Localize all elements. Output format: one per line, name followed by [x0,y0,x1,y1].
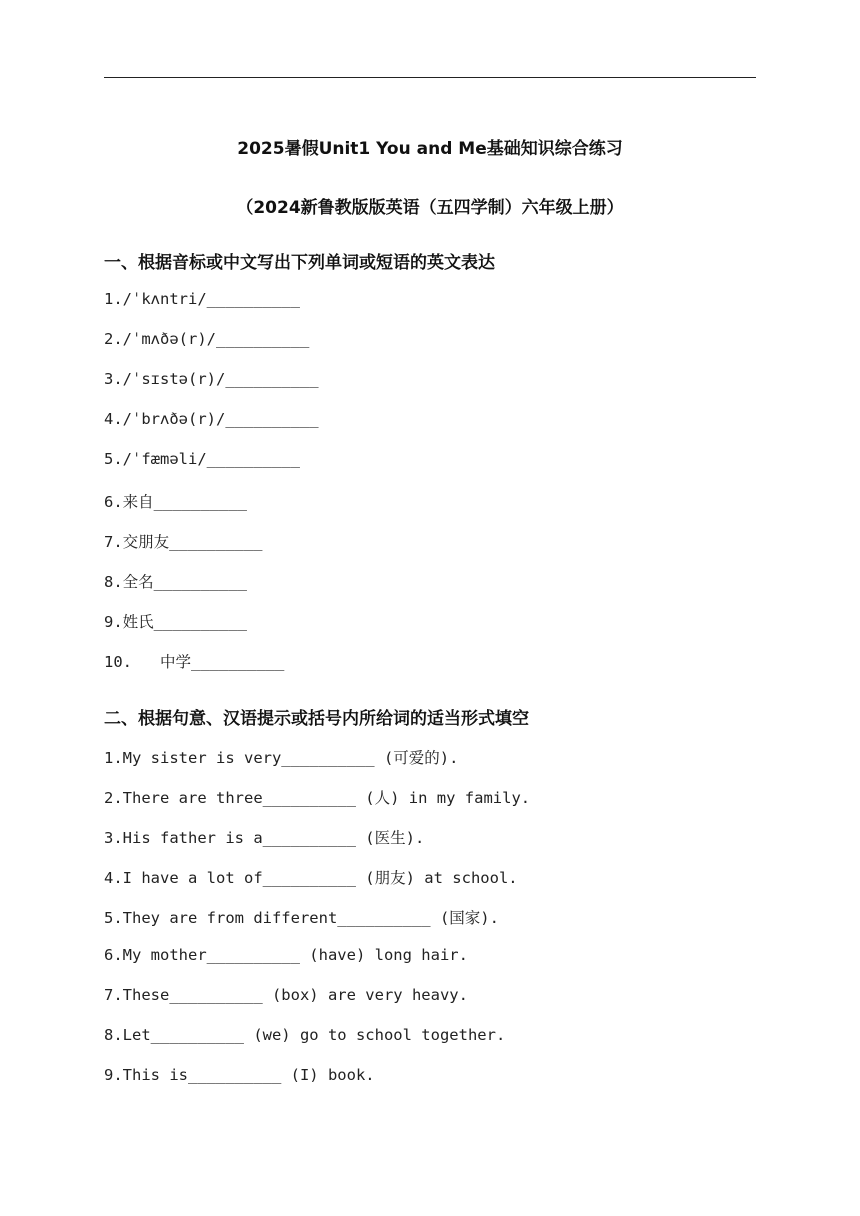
section-2-item [104,1026,505,1044]
item-number: 1. [104,749,123,767]
section-1-item [104,330,309,348]
section-1-item [104,650,284,672]
item-text: 来自__________ [122,493,247,511]
section-2-item [104,866,518,888]
item-number: 9. [104,613,123,631]
item-number: 6. [104,946,123,964]
item-text: /ˈfæməli/__________ [122,450,300,468]
item-number: 2. [104,789,123,807]
item-text: /ˈmʌðə(r)/__________ [122,330,310,348]
item-number: 7. [104,986,123,1004]
item-text: 中学__________ [132,653,285,671]
item-text: /ˈsɪstə(r)/__________ [122,370,319,388]
section-1-item [104,290,300,308]
item-number: 4. [104,410,123,428]
section-1-item [104,570,247,592]
item-text: This is__________ (I) book. [122,1066,375,1084]
item-number: 5. [104,450,123,468]
item-number: 10. [104,653,132,671]
item-number: 3. [104,829,123,847]
item-text: 姓氏__________ [122,613,247,631]
section-2-item [104,746,458,768]
item-number: 9. [104,1066,123,1084]
item-text: I have a lot of__________ (朋友) at school. [122,869,518,887]
section-2-item [104,1066,375,1084]
header-rule [104,77,756,78]
item-text: There are three__________ (人) in my family. [122,789,531,807]
item-number: 8. [104,1026,123,1044]
item-text: They are from different__________ (国家). [122,909,499,927]
item-number: 1. [104,290,123,308]
item-number: 3. [104,370,123,388]
worksheet-subtitle: （2024新鲁教版版英语（五四学制）六年级上册） [236,198,624,218]
section-2-item [104,946,468,964]
section-2-item [104,906,499,928]
item-text: His father is a__________ (医生). [122,829,425,847]
section-2-item [104,786,530,808]
item-text: My mother__________ (have) long hair. [122,946,468,964]
item-number: 5. [104,909,123,927]
section-1-item [104,530,263,552]
section-1-item [104,370,319,388]
item-text: /ˈkʌntri/__________ [122,290,300,308]
item-text: 交朋友__________ [122,533,263,551]
worksheet-title: 2025暑假Unit1 You and Me基础知识综合练习 [237,139,623,159]
item-text: My sister is very__________ (可爱的). [122,749,459,767]
section-1-item [104,450,300,468]
item-number: 4. [104,869,123,887]
item-text: 全名__________ [122,573,247,591]
section-1-item [104,610,247,632]
item-number: 7. [104,533,123,551]
item-number: 2. [104,330,123,348]
item-number: 8. [104,573,123,591]
item-text: Let__________ (we) go to school together. [122,1026,506,1044]
item-number: 6. [104,493,123,511]
section-2-item [104,826,424,848]
item-text: These__________ (box) are very heavy. [122,986,468,1004]
section-2-item [104,986,468,1004]
section-2-heading: 二、根据句意、汉语提示或括号内所给词的适当形式填空 [104,709,529,729]
section-1-item [104,490,247,512]
section-1-item [104,410,319,428]
item-text: /ˈbrʌðə(r)/__________ [122,410,319,428]
section-1-heading: 一、根据音标或中文写出下列单词或短语的英文表达 [104,253,495,273]
